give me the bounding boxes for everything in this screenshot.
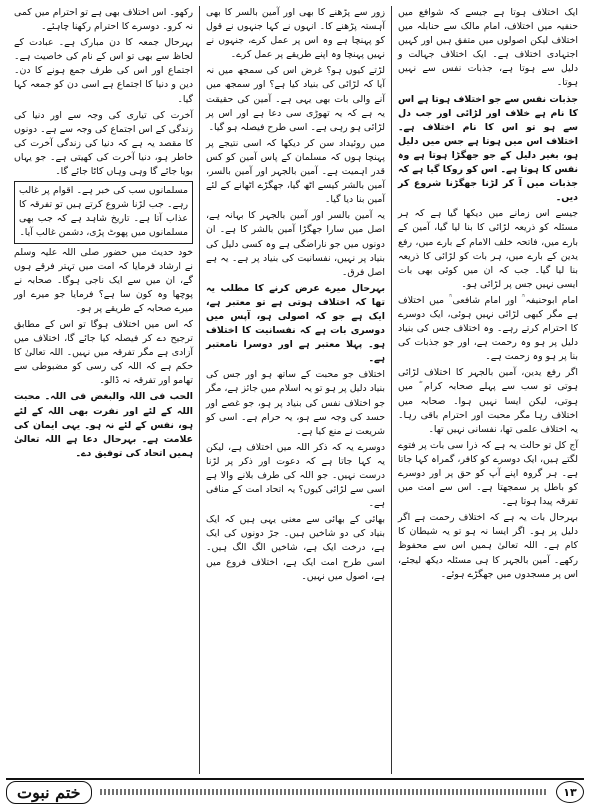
paragraph: بہرحال میرے عرض کرنے کا مطلب یہ تھا کہ اختلاف ہوتی ہے تو معتبر ہے، ایک ہے جو کہ اصولی ہو، آپس میں دوسری بات ہے کہ نفسانیت کا اختلاف ہو۔ پہلا معتبر ہے اور دوسرا نامعتبر ہے۔ [206,282,385,365]
paragraph: اگر رفع یدین، آمین بالجہر کا اختلاف لڑائی ہوتی تو سب سے پہلے صحابہ کرام ؓ میں ہوتی، لیکن ایسا نہیں ہوا۔ صحابہ میں اختلاف رہا مگر محبت اور احترام باقی رہا۔ یہ اختلاف علمی تھا، نفسانی نہیں تھا۔ [398,367,578,435]
paragraph: بہرحال جمعہ کا دن مبارک ہے۔ عبادت کے لحاظ سے بھی تو اس کے نام کی خاصیت ہے۔ اجتماع اور اس کی طرف جمع ہونے کا دن۔ دین و دنیا کا اجتماع ہے اسی دن کو جمعہ کہا گیا۔ [14,37,193,105]
paragraph: کہ اس میں اختلاف ہوگا تو اس کے مطابق ترجیح دے کر فیصلہ کیا جائے گا، اختلاف میں آزادی ہے مگر تفرقہ میں نہیں۔ اللہ تعالیٰ کا حکم ہے کہ اللہ کی رسی کو مضبوطی سے تھامو اور تفرقہ نہ ڈالو۔ [14,318,193,387]
paragraph: جذبات نفس سے جو اختلاف ہوتا ہے اس کا نام ہے خلاف اور لڑائی اور جب دل سے ہو تو اس کا نام اختلاف ہے۔ اختلاف اس میں ہوتا ہے جس میں دلیل ہو، بغیر دلیل کے جو جھگڑا ہوتا ہے وہ نفس کا ہوتا ہے۔ اس کو روکا گیا ہے کہ جذبات میں آ کر لڑنا جھگڑنا شروع کر دیں۔ [398,93,578,204]
paragraph: ایک اختلاف ہوتا ہے جیسے کہ شوافع میں حنفیہ میں اختلاف، امام مالک سے حنابلہ میں اختلاف لیکن اصولوں میں متفق ہیں اور کہیں اجتہادی اختلاف ہے۔ ایک اختلاف جہالت و دلیل سے ہوتا ہے، جذبات نفس سے نہیں ہوتا۔ [398,7,578,89]
column-middle [200,6,392,774]
paragraph: زور سے پڑھنے کا بھی اور آمین بالسر کا بھی آہستہ پڑھنے کا۔ انہوں نے کہا جنہوں نے قول کو پہنچا ہے وہ اس پر عمل کرے، جنہوں نے نہیں پہنچا وہ اپنے طریقے پر عمل کرے۔ [206,7,385,61]
paragraph: خود حدیث میں حضور صلی اللہ علیہ وسلم نے ارشاد فرمایا کہ امت میں تہتر فرقے ہوں گے، ان میں سے ایک ناجی ہوگا۔ صحابہ نے پوچھا وہ کون سا ہے؟ فرمایا جو میرے اور میرے صحابہ کے طریقے پر ہو۔ [14,246,193,314]
article-columns [6,6,584,774]
paragraph: آج کل تو حالت یہ ہے کہ ذرا سی بات پر فتوے لگتے ہیں، ایک دوسرے کو کافر، گمراہ کہا جاتا ہے۔ ہر گروہ اپنے آپ کو حق پر اور دوسرے کو باطل پر سمجھتا ہے۔ اس سے امت میں تفرقہ پیدا ہوتا ہے۔ [398,439,578,508]
paragraph: آخرت کی تیاری کی وجہ سے اور دنیا کی زندگی کے اس اجتماع کی وجہ سے ہے۔ دونوں کا مقصد یہ ہے کہ دنیا کی زندگی آخرت کی خاطر ہو، دنیا آخرت کی کھیتی ہے۔ جو یہاں بویا جائے گا وہی وہاں کاٹا جائے گا۔ [14,109,193,178]
paragraph: بھائی کے بھائی سے معنی یہی ہیں کہ ایک بنیاد کی دو شاخیں ہیں۔ جڑ دونوں کی ایک ہے، درخت ایک ہے، شاخیں الگ الگ ہیں۔ اسی طرح امت ایک ہے، اختلاف فروع میں ہے، اصول میں نہیں۔ [206,514,385,582]
paragraph: یہ آمین بالسر اور آمین بالجہر کا بہانہ ہے، اصل میں سارا جھگڑا آمین بالشر کا ہے۔ ان دونوں میں جو ناراضگی ہے وہ کسی دلیل کی بنیاد پر نہیں، نفسانیت کی بنیاد پر ہے۔ یہ ہے اصل فرق۔ [206,210,385,278]
page-number: ۱۳ [556,781,584,803]
magazine-logo: ختم نبوت [6,781,92,804]
paragraph: اختلاف جو محبت کے ساتھ ہو اور جس کی بنیاد دلیل پر ہو تو یہ اسلام میں جائز ہے، مگر جو اختلاف نفس کی بنیاد پر ہو، جو غصے اور حسد کی وجہ سے ہو، یہ حرام ہے۔ اسی کو شریعت نے منع کیا ہے۔ [206,369,385,437]
column-right [392,6,584,774]
page-footer [6,778,584,804]
paragraph: مسلمانوں سب کی خبر ہے۔ اقوام پر غالب رہے۔ جب لڑنا شروع کرتے ہیں تو تفرقہ کا عذاب آتا ہے۔ تاریخ شاہد ہے کہ جب بھی مسلمانوں میں پھوٹ پڑی، دشمن غالب آیا۔ [14,181,193,243]
column-left [8,6,200,774]
footer-rule [100,789,548,795]
magazine-page [6,6,584,774]
paragraph: میں روئیداد سن کر دیکھا کہ اسی نتیجے پر پہنچا ہوں کہ مسلمان کے پاس آمین کو کس قدر اہمیت ہے۔ آمین بالجہر اور آمین بالسر، آمین بالشر کیسے اٹھ گیا، جھگڑے اٹھانے کے لئے آمین بنا دیا گیا۔ [206,137,385,206]
paragraph: لڑتے کیوں ہو؟ غرض اس کی سمجھ میں نہ آیا کہ لڑائی کی بنیاد کیا ہے؟ اور سمجھ میں آنے والی بات بھی یہی ہے۔ آمین کی حقیقت یہ ہے کہ یہ تھوڑی سی دعا ہے اور اس پر لڑائی ہو رہی ہے۔ اسی طرح فیصلہ ہو گیا۔ [206,65,385,133]
paragraph: دوسرے یہ کہ ذکر اللہ میں اختلاف ہے، لیکن یہ کہا جاتا ہے کہ دعوت اور ذکر پر لڑنا درست نہیں۔ جو اللہ کی طرف بلانے والا ہے اسی سے لڑائی کیوں؟ یہ اتحاد امت کے منافی ہے۔ [206,441,385,510]
paragraph: امام ابوحنیفہ ؒ اور امام شافعی ؒ میں اختلاف ہے مگر کبھی لڑائی نہیں ہوئی، ایک دوسرے کا احترام کرتے رہے۔ وہ اختلاف جس کی بنیاد دلیل پر ہو وہ رحمت ہے، اور جو جذبات کی بنا پر ہو وہ زحمت ہے۔ [398,294,578,363]
paragraph: بہرحال بات یہ ہے کہ اختلاف رحمت ہے اگر دلیل پر ہو۔ اگر ایسا نہ ہو تو یہ شیطان کا کام ہے۔ اللہ تعالیٰ ہمیں اس سے محفوظ رکھے۔ آمین بالجہر کا ہی مسئلہ دیکھ لیجئے، اس پر مسجدوں میں جھگڑے ہوئے۔ [398,512,578,580]
paragraph: الحب فی اللہ والبغض فی اللہ۔ محبت اللہ کے لئے اور نفرت بھی اللہ کے لئے ہو، نفس کے لئے نہ ہو۔ یہی ایمان کی علامت ہے۔ بہرحال دعا ہے اللہ تعالیٰ ہمیں اتحاد کی توفیق دے۔ [14,391,193,459]
paragraph: جیسے اس زمانے میں دیکھا گیا ہے کہ ہر مسئلہ کو ذریعہ لڑائی کا بنا لیا گیا، آمین کے بارے میں، فاتحہ خلف الامام کے بارے میں، رفع یدین کے بارے میں، ہر بات کو لڑائی کا ذریعہ بنا لیا گیا۔ جب کہ ان میں کوئی بھی بات ایسی نہیں جس پر لڑائی ہو۔ [398,208,578,290]
paragraph: رکھو۔ اس اختلاف بھی ہے تو احترام میں کمی نہ کرو۔ دوسرے کا احترام رکھنا چاہئے۔ [14,7,193,33]
